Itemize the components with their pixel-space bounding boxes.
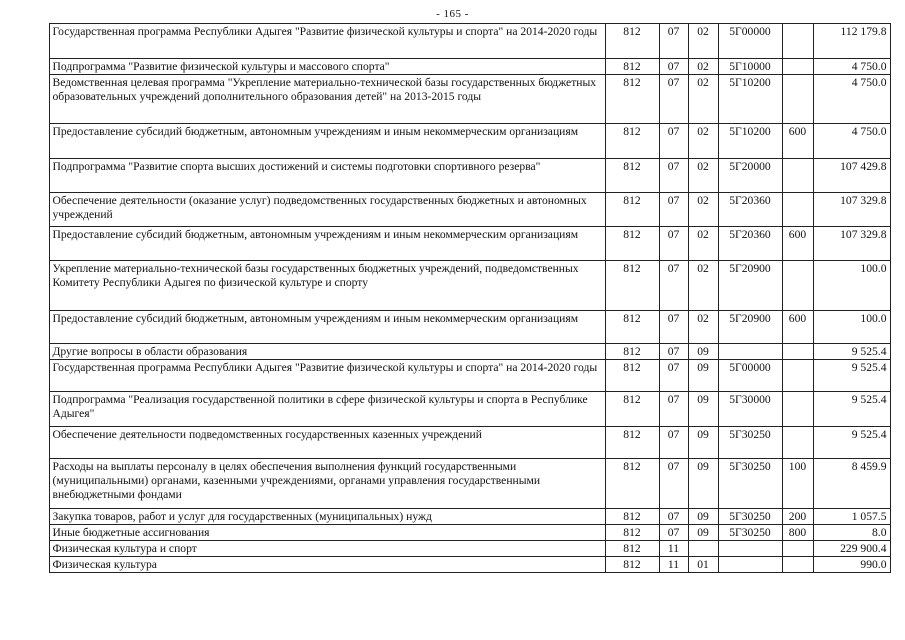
amount: 100.0 (813, 311, 890, 344)
subsection-code: 09 (688, 427, 718, 459)
amount: 229 900.4 (813, 541, 890, 557)
table-row (22, 24, 890, 59)
section-code: 07 (659, 360, 688, 392)
target-article-code (718, 557, 782, 573)
section-code: 07 (659, 392, 688, 427)
subsection-code (688, 541, 718, 557)
target-article-code: 5Г00000 (718, 24, 782, 59)
row-spacer (22, 541, 49, 557)
row-spacer (22, 525, 49, 541)
subsection-code: 02 (688, 193, 718, 227)
section-code: 07 (659, 261, 688, 311)
table-row (22, 75, 890, 124)
department-code: 812 (605, 509, 659, 525)
expense-type-code (782, 159, 813, 193)
page-number: - 165 - (436, 8, 469, 20)
table-row (22, 227, 890, 261)
expense-name: Предоставление субсидий бюджетным, автономным учреждениям и иным некоммерческим организациям (49, 124, 605, 159)
section-code: 07 (659, 75, 688, 124)
row-spacer (22, 344, 49, 360)
subsection-code: 02 (688, 311, 718, 344)
subsection-code: 02 (688, 75, 718, 124)
expense-name: Обеспечение деятельности подведомственных государственных казенных учреждений (49, 427, 605, 459)
target-article-code: 5Г00000 (718, 360, 782, 392)
amount: 9 525.4 (813, 360, 890, 392)
target-article-code: 5Г10200 (718, 75, 782, 124)
section-code: 07 (659, 509, 688, 525)
row-spacer (22, 227, 49, 261)
target-article-code: 5Г30250 (718, 459, 782, 509)
expense-name: Физическая культура (49, 557, 605, 573)
table-row (22, 360, 890, 392)
row-spacer (22, 193, 49, 227)
table-row (22, 427, 890, 459)
row-spacer (22, 557, 49, 573)
department-code: 812 (605, 459, 659, 509)
table-row (22, 59, 890, 75)
department-code: 812 (605, 124, 659, 159)
target-article-code: 5Г30250 (718, 427, 782, 459)
target-article-code: 5Г20360 (718, 227, 782, 261)
expense-name: Государственная программа Республики Адыгея "Развитие физической культуры и спорта" на 2014-2020 годы (49, 24, 605, 59)
department-code: 812 (605, 59, 659, 75)
target-article-code (718, 541, 782, 557)
row-spacer (22, 509, 49, 525)
subsection-code: 09 (688, 509, 718, 525)
section-code: 07 (659, 193, 688, 227)
table-row (22, 525, 890, 541)
subsection-code: 01 (688, 557, 718, 573)
expense-name: Физическая культура и спорт (49, 541, 605, 557)
section-code: 07 (659, 59, 688, 75)
expense-name: Государственная программа Республики Адыгея "Развитие физической культуры и спорта" на 2014-2020 годы (49, 360, 605, 392)
expense-name: Подпрограмма "Развитие физической культуры и массового спорта" (49, 59, 605, 75)
expense-type-code (782, 75, 813, 124)
row-spacer (22, 427, 49, 459)
expense-type-code (782, 24, 813, 59)
subsection-code: 02 (688, 59, 718, 75)
row-spacer (22, 311, 49, 344)
section-code: 07 (659, 227, 688, 261)
department-code: 812 (605, 159, 659, 193)
section-code: 07 (659, 459, 688, 509)
section-code: 07 (659, 311, 688, 344)
target-article-code: 5Г30250 (718, 509, 782, 525)
expense-type-code (782, 193, 813, 227)
department-code: 812 (605, 24, 659, 59)
row-spacer (22, 459, 49, 509)
table-row (22, 159, 890, 193)
expense-name: Иные бюджетные ассигнования (49, 525, 605, 541)
row-spacer (22, 124, 49, 159)
table-row (22, 124, 890, 159)
target-article-code: 5Г20000 (718, 159, 782, 193)
expense-name: Укрепление материально-технической базы государственных бюджетных учреждений, подведомственных Комитету Республики Адыгея по физической культуре и спорту (49, 261, 605, 311)
department-code: 812 (605, 525, 659, 541)
amount: 112 179.8 (813, 24, 890, 59)
subsection-code: 02 (688, 159, 718, 193)
row-spacer (22, 24, 49, 59)
target-article-code: 5Г20900 (718, 311, 782, 344)
amount: 990.0 (813, 557, 890, 573)
table-row (22, 261, 890, 311)
table-row (22, 311, 890, 344)
subsection-code: 02 (688, 261, 718, 311)
department-code: 812 (605, 557, 659, 573)
subsection-code: 02 (688, 124, 718, 159)
subsection-code: 09 (688, 344, 718, 360)
subsection-code: 02 (688, 24, 718, 59)
expense-name: Другие вопросы в области образования (49, 344, 605, 360)
row-spacer (22, 261, 49, 311)
department-code: 812 (605, 193, 659, 227)
expense-type-code (782, 344, 813, 360)
department-code: 812 (605, 261, 659, 311)
expense-type-code (782, 427, 813, 459)
expense-type-code (782, 360, 813, 392)
target-article-code: 5Г20900 (718, 261, 782, 311)
table-row (22, 392, 890, 427)
amount: 9 525.4 (813, 392, 890, 427)
section-code: 07 (659, 525, 688, 541)
amount: 8.0 (813, 525, 890, 541)
amount: 9 525.4 (813, 427, 890, 459)
expense-name: Подпрограмма "Развитие спорта высших достижений и системы подготовки спортивного резерва" (49, 159, 605, 193)
row-spacer (22, 59, 49, 75)
expense-type-code: 600 (782, 227, 813, 261)
table-row (22, 459, 890, 509)
expense-type-code (782, 392, 813, 427)
expense-name: Предоставление субсидий бюджетным, автономным учреждениям и иным некоммерческим организациям (49, 227, 605, 261)
expense-name: Закупка товаров, работ и услуг для государственных (муниципальных) нужд (49, 509, 605, 525)
section-code: 07 (659, 427, 688, 459)
row-spacer (22, 392, 49, 427)
expense-type-code (782, 541, 813, 557)
department-code: 812 (605, 75, 659, 124)
department-code: 812 (605, 427, 659, 459)
expense-type-code (782, 59, 813, 75)
subsection-code: 09 (688, 525, 718, 541)
table-row (22, 541, 890, 557)
expense-name: Предоставление субсидий бюджетным, автономным учреждениям и иным некоммерческим организациям (49, 311, 605, 344)
amount: 4 750.0 (813, 124, 890, 159)
department-code: 812 (605, 392, 659, 427)
expense-type-code: 800 (782, 525, 813, 541)
expense-type-code: 600 (782, 124, 813, 159)
amount: 107 329.8 (813, 227, 890, 261)
row-spacer (22, 75, 49, 124)
expense-type-code: 600 (782, 311, 813, 344)
budget-table (22, 23, 891, 573)
section-code: 07 (659, 159, 688, 193)
expense-type-code: 200 (782, 509, 813, 525)
target-article-code: 5Г20360 (718, 193, 782, 227)
target-article-code (718, 344, 782, 360)
section-code: 07 (659, 344, 688, 360)
row-spacer (22, 159, 49, 193)
amount: 107 329.8 (813, 193, 890, 227)
amount: 4 750.0 (813, 59, 890, 75)
target-article-code: 5Г10200 (718, 124, 782, 159)
amount: 100.0 (813, 261, 890, 311)
target-article-code: 5Г30000 (718, 392, 782, 427)
section-code: 07 (659, 124, 688, 159)
subsection-code: 09 (688, 360, 718, 392)
expense-name: Ведомственная целевая программа "Укрепление материально-технической базы государственных бюджетных образовательных учреждений дополнительного образования детей" на 2013-2015 годы (49, 75, 605, 124)
table-row (22, 557, 890, 573)
department-code: 812 (605, 311, 659, 344)
table-row (22, 509, 890, 525)
subsection-code: 09 (688, 459, 718, 509)
amount: 4 750.0 (813, 75, 890, 124)
expense-type-code: 100 (782, 459, 813, 509)
amount: 1 057.5 (813, 509, 890, 525)
expense-name: Подпрограмма "Реализация государственной политики в сфере физической культуры и спорта в Республике Адыгея" (49, 392, 605, 427)
expense-type-code (782, 261, 813, 311)
section-code: 07 (659, 24, 688, 59)
expense-name: Обеспечение деятельности (оказание услуг) подведомственных государственных бюджетных и автономных учреждений (49, 193, 605, 227)
department-code: 812 (605, 227, 659, 261)
target-article-code: 5Г30250 (718, 525, 782, 541)
expense-name: Расходы на выплаты персоналу в целях обеспечения выполнения функций государственными (муниципальными) органами, казенными учреждениями, органами управления государственными внебюджетными фондами (49, 459, 605, 509)
section-code: 11 (659, 541, 688, 557)
row-spacer (22, 360, 49, 392)
department-code: 812 (605, 360, 659, 392)
section-code: 11 (659, 557, 688, 573)
amount: 9 525.4 (813, 344, 890, 360)
target-article-code: 5Г10000 (718, 59, 782, 75)
subsection-code: 09 (688, 392, 718, 427)
amount: 8 459.9 (813, 459, 890, 509)
expense-type-code (782, 557, 813, 573)
department-code: 812 (605, 541, 659, 557)
department-code: 812 (605, 344, 659, 360)
subsection-code: 02 (688, 227, 718, 261)
table-row (22, 193, 890, 227)
table-row (22, 344, 890, 360)
amount: 107 429.8 (813, 159, 890, 193)
